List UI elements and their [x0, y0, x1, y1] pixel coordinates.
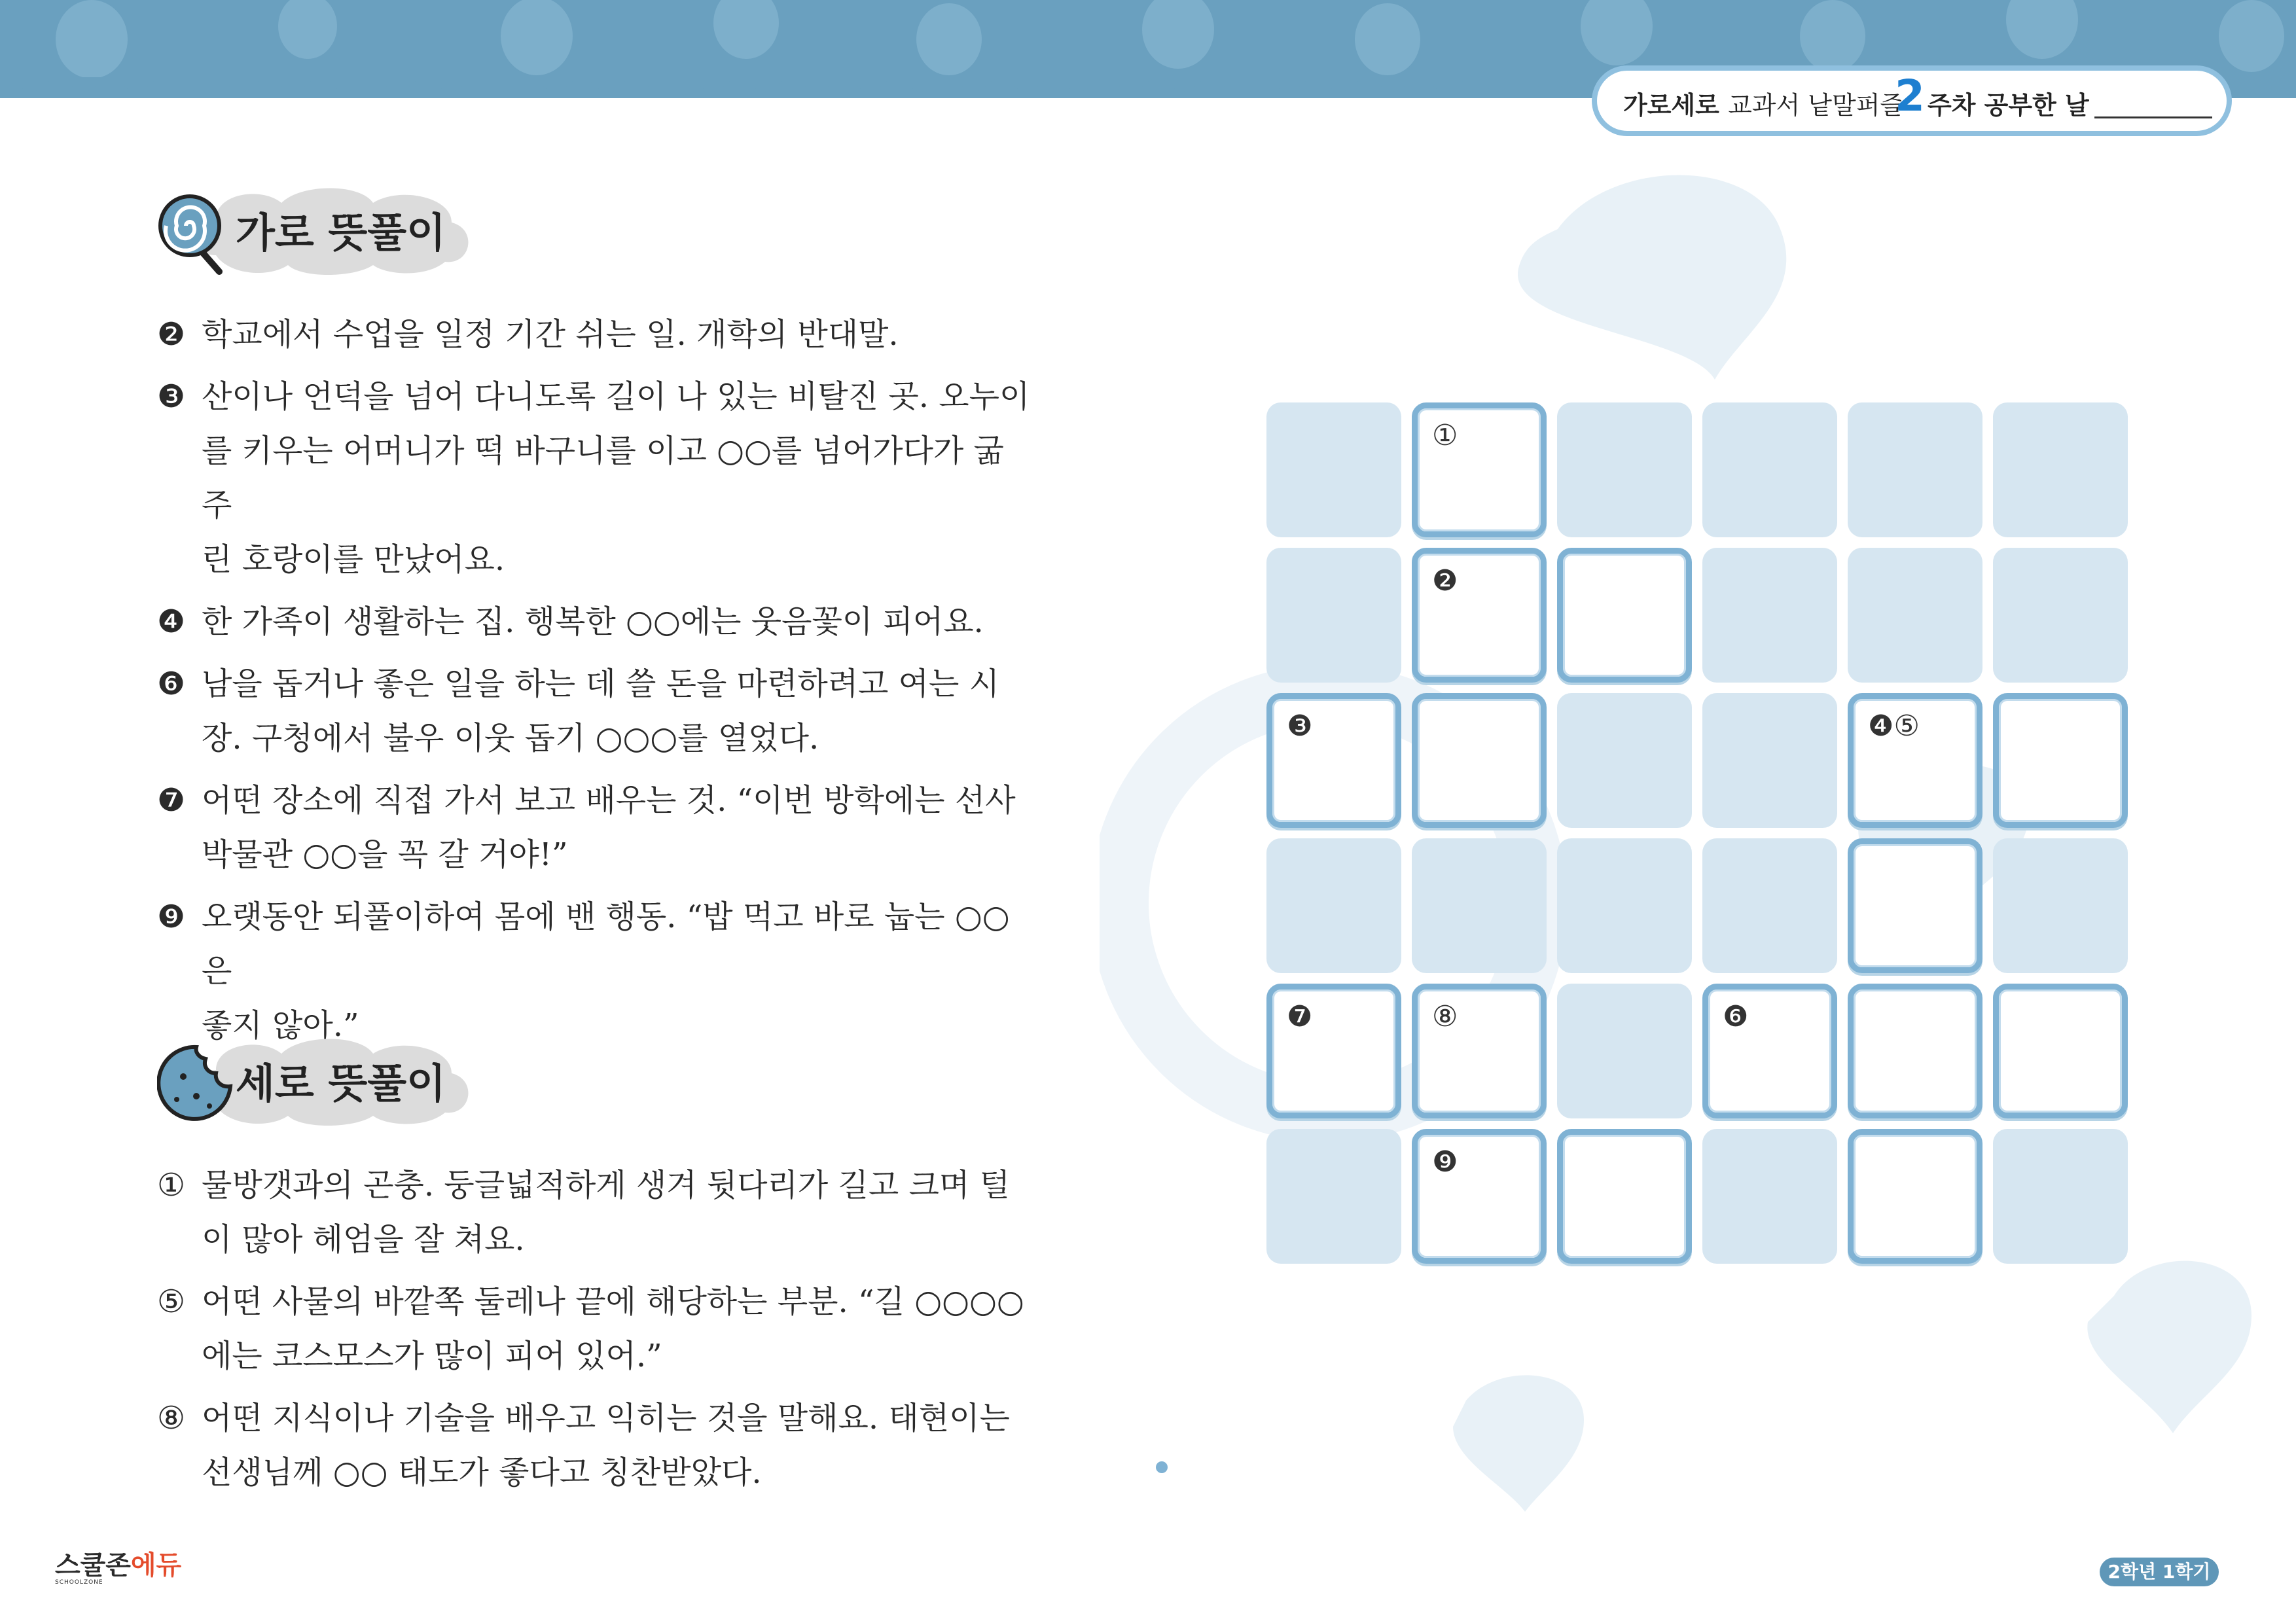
grade-badge: 2학년 1학기: [2100, 1558, 2219, 1586]
puzzle-title-bold: 가로세로: [1623, 91, 1719, 120]
answer-cell[interactable]: [1412, 984, 1547, 1118]
blank-cell: [1848, 402, 1982, 537]
clue-text: 물방갯과의 곤충. 둥글넓적하게 생겨 뒷다리가 길고 크며 털 이 많아 헤엄을 잘 쳐요.: [202, 1167, 1010, 1258]
answer-cell[interactable]: [1993, 693, 2128, 828]
clue-text: 학교에서 수업을 일정 기간 쉬는 일. 개학의 반대말.: [202, 316, 899, 353]
clue-number: ❹: [157, 603, 186, 640]
clue-number: ⑤: [157, 1283, 186, 1320]
cell-number: ❾: [1432, 1145, 1458, 1179]
clue-number: ❷: [157, 316, 186, 353]
answer-cell[interactable]: [1557, 548, 1692, 683]
blank-cell: [1702, 548, 1837, 683]
answer-cell[interactable]: [1848, 984, 1982, 1118]
down-clue: [157, 1275, 1034, 1383]
cookie-icon: [157, 1041, 236, 1126]
cell-number: ❼: [1287, 1000, 1313, 1033]
clue-text: 한 가족이 생활하는 집. 행복한 ○○에는 웃음꽃이 피어요.: [202, 603, 984, 640]
header-pill: [1592, 65, 2232, 136]
logo-main: 스쿨존: [55, 1550, 131, 1580]
blank-cell: [1557, 838, 1692, 973]
blank-cell: [1702, 402, 1837, 537]
answer-cell[interactable]: [1557, 1129, 1692, 1264]
across-clue: [157, 308, 1034, 362]
answer-cell[interactable]: [1412, 548, 1547, 683]
across-header: [157, 177, 484, 281]
blank-cell: [1266, 1129, 1401, 1264]
blank-cell: [1266, 548, 1401, 683]
lollipop-icon: [157, 190, 229, 275]
answer-cell[interactable]: [1993, 984, 2128, 1118]
puzzle-title-light: 교과서 낱말퍼즐: [1728, 91, 1905, 120]
blank-cell: [1993, 402, 2128, 537]
answer-cell[interactable]: [1266, 693, 1401, 828]
cell-number: ❻: [1723, 1000, 1749, 1033]
across-clue-list: [157, 308, 1034, 1061]
week-number: 2: [1895, 71, 1925, 121]
logo-edu: 에듀: [130, 1550, 182, 1580]
cell-number: ❸: [1287, 709, 1313, 743]
down-clue: [157, 1391, 1034, 1500]
study-date-field[interactable]: [2094, 116, 2212, 118]
clue-number: ❸: [157, 378, 186, 415]
answer-cell[interactable]: [1848, 693, 1982, 828]
blank-cell: [1993, 1129, 2128, 1264]
cell-number: ❹⑤: [1868, 709, 1920, 743]
answer-cell[interactable]: [1412, 1129, 1547, 1264]
blank-cell: [1557, 693, 1692, 828]
page-dot: [1156, 1461, 1168, 1473]
answer-cell[interactable]: [1412, 693, 1547, 828]
blank-cell: [1412, 838, 1547, 973]
across-clue: [157, 657, 1034, 766]
answer-cell[interactable]: [1412, 402, 1547, 537]
blank-cell: [1266, 402, 1401, 537]
cell-number: ⑧: [1432, 1000, 1458, 1033]
down-title: 세로 뜻풀이: [236, 1060, 446, 1107]
clue-number: ❼: [157, 782, 186, 819]
cell-number: ❷: [1432, 564, 1458, 597]
across-clue: [157, 595, 1034, 649]
logo-sub: SCHOOLZONE: [55, 1579, 103, 1586]
clue-text: 어떤 사물의 바깥쪽 둘레나 끝에 해당하는 부분. “길 ○○○○ 에는 코스모스가 많이 피어 있어.”: [202, 1283, 1024, 1374]
blank-cell: [1557, 402, 1692, 537]
blank-cell: [1993, 838, 2128, 973]
across-title: 가로 뜻풀이: [236, 209, 446, 257]
down-header: [157, 1027, 484, 1132]
down-clue: [157, 1158, 1034, 1267]
blank-cell: [1557, 984, 1692, 1118]
blank-cell: [1266, 838, 1401, 973]
blank-cell: [1993, 548, 2128, 683]
answer-cell[interactable]: [1266, 984, 1401, 1118]
blank-cell: [1702, 1129, 1837, 1264]
clue-number: ①: [157, 1167, 186, 1204]
blank-cell: [1848, 548, 1982, 683]
across-clue: [157, 370, 1034, 587]
week-label: 주차 공부한 날: [1928, 91, 2089, 120]
clue-text: 오랫동안 되풀이하여 몸에 밴 행동. “밥 먹고 바로 눕는 ○○은 좋지 않아.”: [202, 899, 1010, 1044]
cell-number: ①: [1432, 419, 1458, 452]
puzzle-title: [1623, 85, 1904, 121]
clue-number: ❾: [157, 899, 186, 935]
clue-number: ⑧: [157, 1400, 186, 1436]
blank-cell: [1702, 838, 1837, 973]
clue-text: 어떤 지식이나 기술을 배우고 익히는 것을 말해요. 태현이는 선생님께 ○○ 태도가 좋다고 칭찬받았다.: [202, 1400, 1010, 1491]
across-clue: [157, 774, 1034, 882]
crossword-grid: [1266, 402, 2130, 1266]
blank-cell: [1702, 693, 1837, 828]
answer-cell[interactable]: [1702, 984, 1837, 1118]
clue-number: ❻: [157, 666, 186, 702]
answer-cell[interactable]: [1848, 1129, 1982, 1264]
publisher-logo: [55, 1544, 181, 1586]
down-clue-list: [157, 1158, 1034, 1508]
clue-text: 산이나 언덕을 넘어 다니도록 길이 나 있는 비탈진 곳. 오누이 를 키우는 어머니가 떡 바구니를 이고 ○○를 넘어가다가 굶주 린 호랑이를 만났어요.: [202, 378, 1030, 578]
answer-cell[interactable]: [1848, 838, 1982, 973]
clue-text: 어떤 장소에 직접 가서 보고 배우는 것. “이번 방학에는 선사 박물관 ○○을 꼭 갈 거야!”: [202, 782, 1016, 873]
clue-text: 남을 돕거나 좋은 일을 하는 데 쓸 돈을 마련하려고 여는 시 장. 구청에서 불우 이웃 돕기 ○○○를 열었다.: [202, 666, 1000, 757]
